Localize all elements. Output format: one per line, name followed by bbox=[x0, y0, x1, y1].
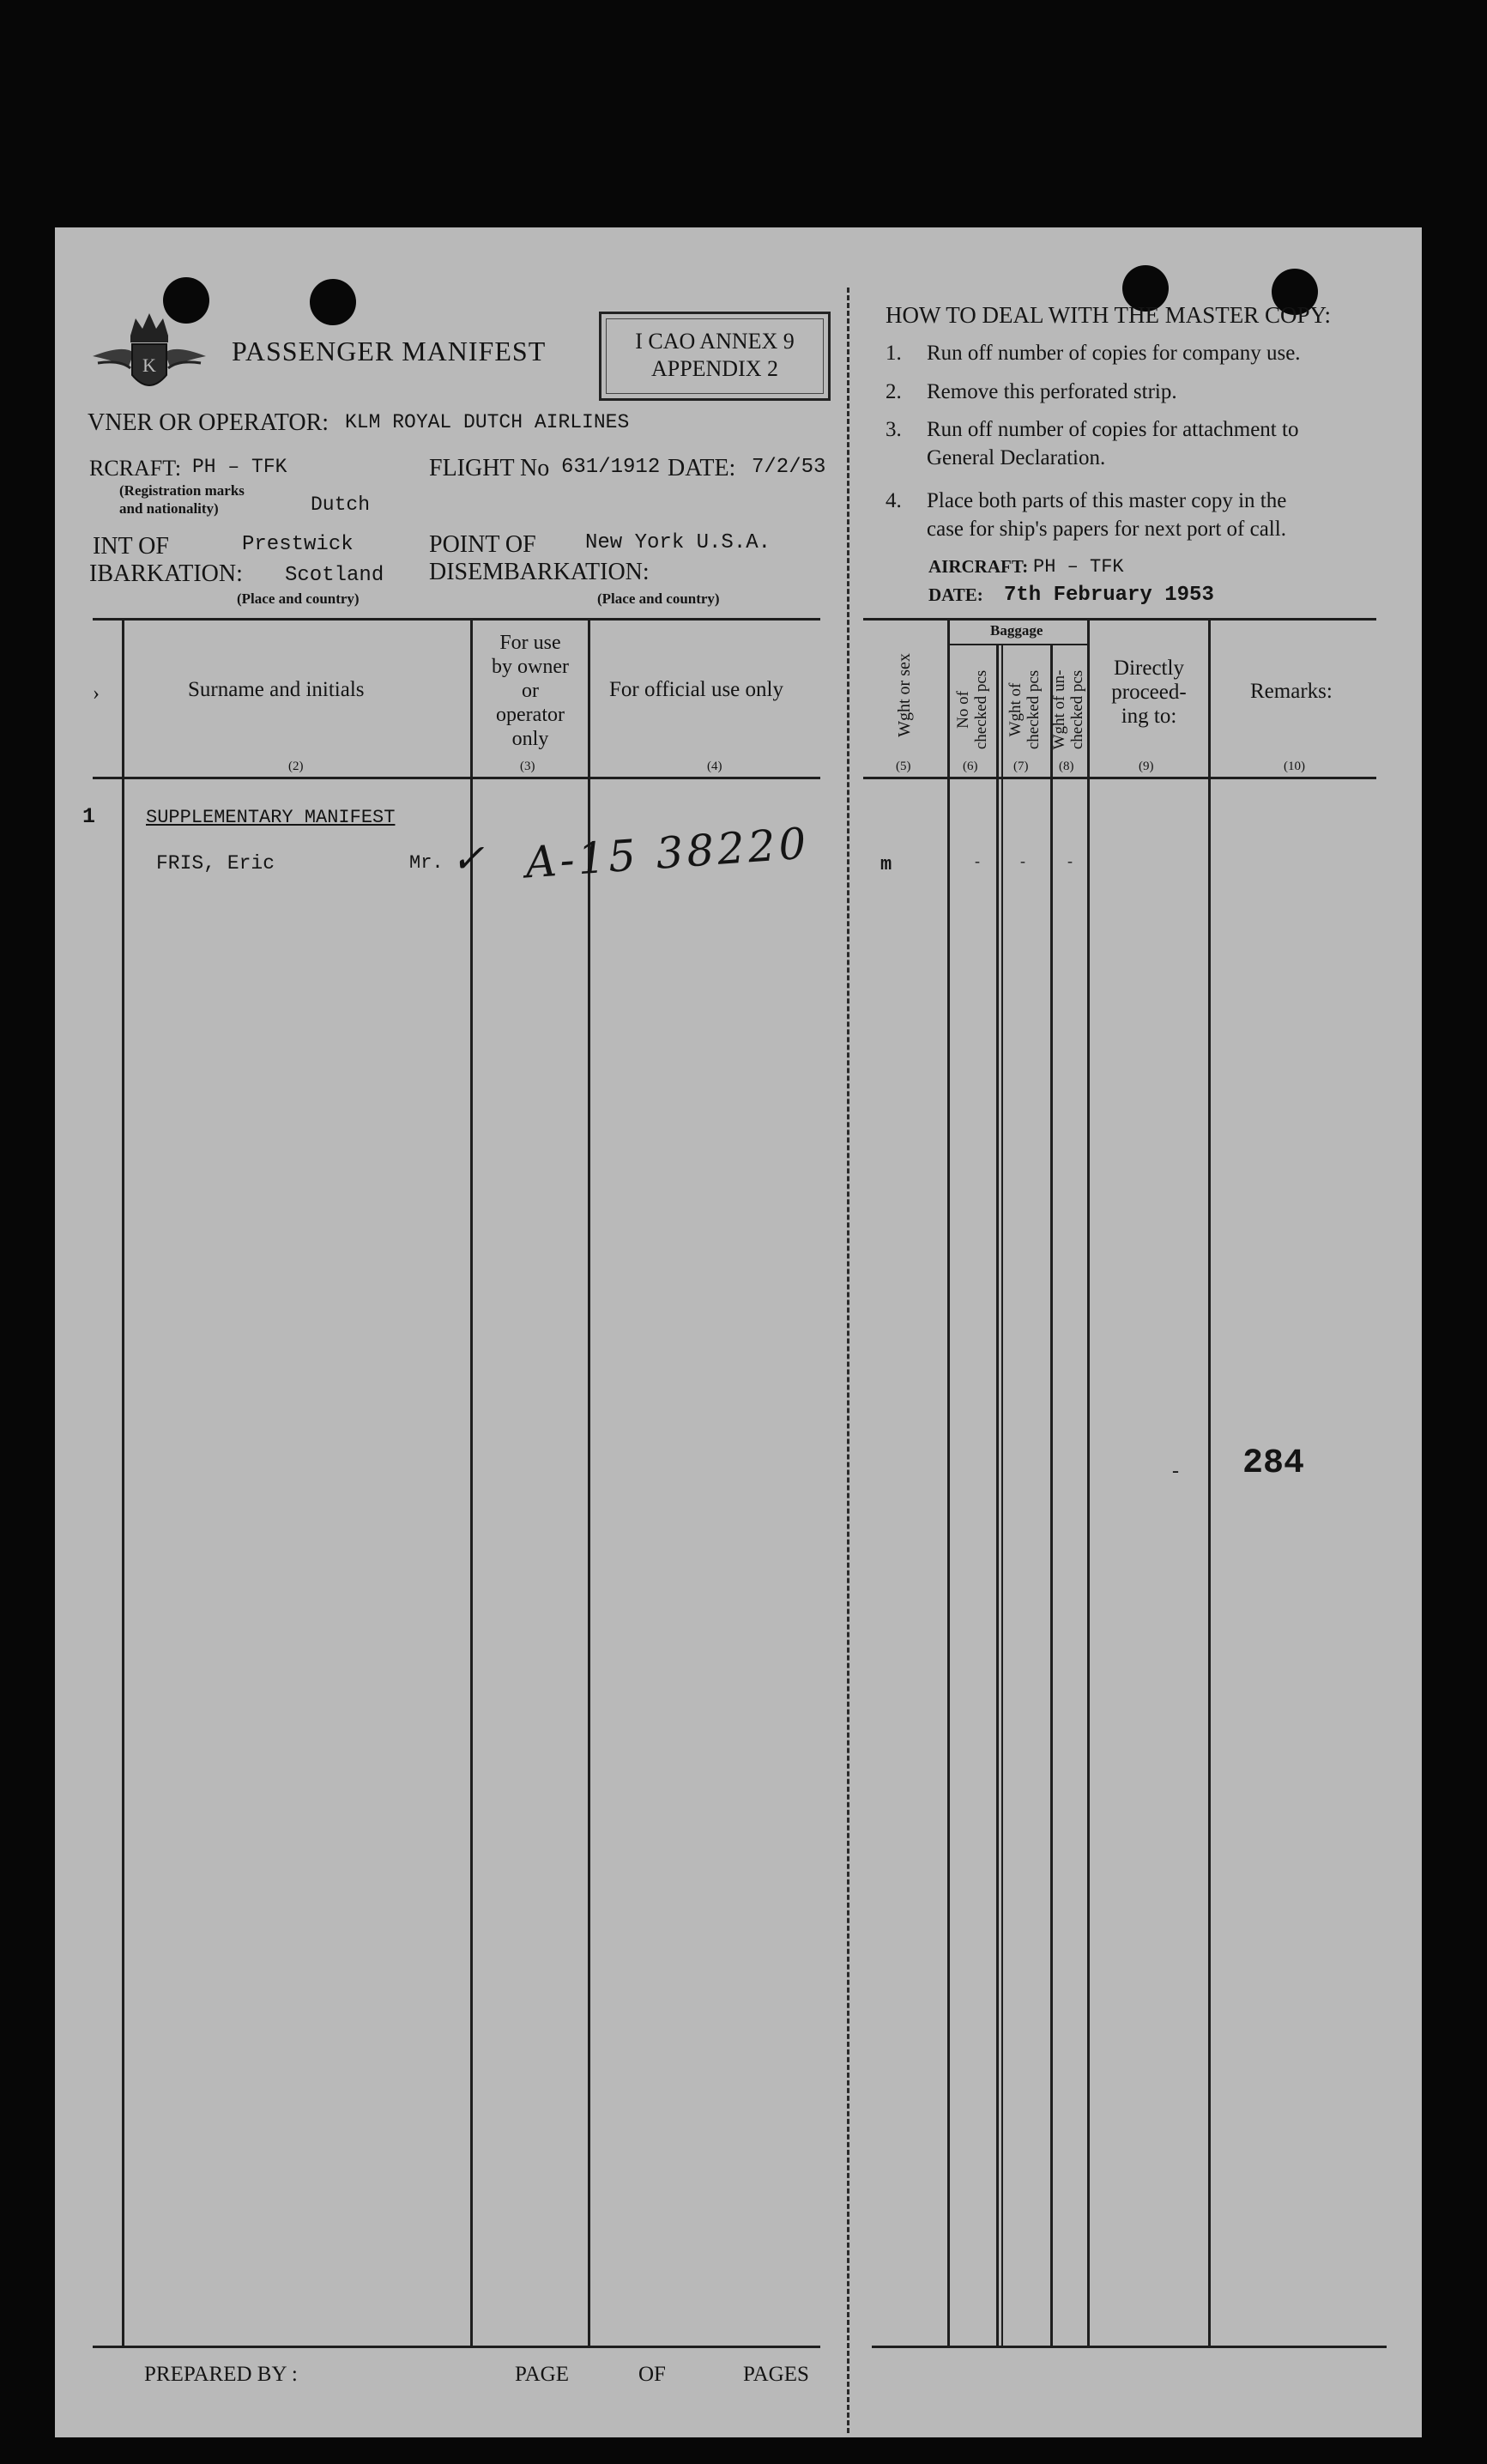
col-number-10: (10) bbox=[1284, 760, 1305, 773]
col-header-number: › bbox=[93, 682, 100, 705]
passenger-name: FRIS, Eric bbox=[156, 852, 275, 875]
embark-place-note: (Place and country) bbox=[237, 590, 360, 607]
owner-line-3: or bbox=[522, 680, 539, 702]
disembark-value: New York U.S.A. bbox=[585, 531, 771, 554]
no-checked-line-2: checked pcs bbox=[972, 669, 990, 750]
disembark-place-note: (Place and country) bbox=[597, 590, 720, 607]
col-header-remarks: Remarks: bbox=[1250, 680, 1333, 703]
instructions-date-label: DATE: bbox=[928, 584, 983, 605]
baggage-header-line bbox=[947, 644, 1089, 645]
instructions-date-value: 7th February 1953 bbox=[1004, 584, 1214, 607]
wght-unchecked-line-1: Wght of un- bbox=[1050, 669, 1068, 750]
wght-checked-line-2: checked pcs bbox=[1025, 669, 1043, 750]
col-line-7 bbox=[1050, 645, 1053, 2347]
prepared-by-label: PREPARED BY : bbox=[144, 2363, 298, 2386]
annex-line-1: I CAO ANNEX 9 bbox=[635, 329, 795, 354]
wght-unchecked-line-2: checked pcs bbox=[1068, 669, 1086, 750]
instruction-4-num: 4. bbox=[886, 489, 902, 512]
disembark-label-1: POINT OF bbox=[429, 531, 536, 558]
col-line-1 bbox=[122, 618, 124, 2347]
instructions-aircraft-label: AIRCRAFT: bbox=[928, 556, 1029, 577]
instruction-4-text-1: Place both parts of this master copy in the bbox=[927, 489, 1287, 512]
no-checked-line-1: No of bbox=[954, 691, 972, 729]
manifest-title: PASSENGER MANIFEST bbox=[232, 336, 547, 366]
directly-line-3: ing to: bbox=[1121, 705, 1177, 728]
flight-label: FLIGHT No bbox=[429, 455, 550, 481]
col-number-9: (9) bbox=[1139, 760, 1154, 773]
col-header-official: For official use only bbox=[609, 678, 783, 701]
table-top-line-right bbox=[863, 618, 1376, 621]
col-header-surname: Surname and initials bbox=[188, 678, 365, 701]
aircraft-value: PH – TFK bbox=[192, 456, 287, 478]
col-number-8: (8) bbox=[1059, 760, 1074, 773]
directly-line-2: proceed- bbox=[1111, 681, 1187, 704]
passenger-title: Mr. bbox=[409, 852, 444, 874]
col-line-5 bbox=[996, 645, 999, 2347]
handwritten-tick: ✓ bbox=[451, 835, 485, 881]
instruction-1-text: Run off number of copies for company use. bbox=[927, 342, 1301, 365]
col-line-9 bbox=[1208, 618, 1211, 2347]
registration-note-2: and nationality) bbox=[119, 500, 219, 517]
table-top-line-left bbox=[93, 618, 820, 621]
instruction-3-text-1: Run off number of copies for attachment to bbox=[927, 418, 1299, 441]
operator-value: KLM ROYAL DUTCH AIRLINES bbox=[345, 411, 630, 433]
annex-line-2: APPENDIX 2 bbox=[650, 356, 779, 381]
baggage-header: Baggage bbox=[990, 622, 1043, 639]
embark-value-2: Scotland bbox=[285, 564, 384, 587]
of-label: OF bbox=[638, 2363, 666, 2386]
manifest-paper bbox=[55, 227, 1422, 2437]
punch-hole-2 bbox=[310, 279, 356, 325]
embark-label-2: IBARKATION: bbox=[89, 560, 243, 587]
entry-row-number: 1 bbox=[82, 804, 96, 829]
owner-line-2: by owner bbox=[492, 656, 569, 678]
col-number-7: (7) bbox=[1013, 760, 1029, 773]
col-line-6 bbox=[1001, 645, 1003, 2347]
col-header-directly bbox=[1090, 657, 1208, 729]
klm-crown-logo-icon bbox=[89, 306, 209, 401]
handwritten-alien-number: A-15 38220 bbox=[523, 818, 812, 888]
flight-value: 631/1912 bbox=[561, 456, 661, 479]
instruction-3-text-2: General Declaration. bbox=[927, 446, 1106, 469]
directly-line-1: Directly bbox=[1114, 657, 1184, 680]
col-line-4 bbox=[947, 618, 950, 2347]
col-line-8 bbox=[1087, 618, 1090, 2347]
col-header-wght-unchecked bbox=[1050, 658, 1088, 761]
col-header-no-checked bbox=[954, 658, 992, 761]
perforation-line bbox=[847, 288, 849, 2433]
col-header-owner bbox=[473, 631, 588, 751]
disembark-label-2: DISEMBARKATION: bbox=[429, 559, 650, 585]
baggage-dash-1: - bbox=[975, 852, 980, 869]
col-number-2: (2) bbox=[288, 760, 304, 773]
owner-line-4: operator bbox=[496, 704, 565, 726]
instruction-2-text: Remove this perforated strip. bbox=[927, 380, 1177, 403]
instructions-title: HOW TO DEAL WITH THE MASTER COPY: bbox=[886, 302, 1332, 328]
instruction-2-num: 2. bbox=[886, 380, 902, 403]
baggage-dash-2: - bbox=[1020, 852, 1025, 869]
owner-line-5: only bbox=[511, 728, 549, 750]
stamp-dash: - bbox=[1172, 1460, 1179, 1482]
embark-value-1: Prestwick bbox=[242, 533, 354, 556]
col-number-3: (3) bbox=[520, 760, 535, 773]
embark-label-1: INT OF bbox=[93, 533, 169, 560]
footer-line-left bbox=[93, 2346, 820, 2348]
instruction-1-num: 1. bbox=[886, 342, 902, 365]
instruction-4-text-2: case for ship's papers for next port of call. bbox=[927, 518, 1286, 541]
page-label: PAGE bbox=[515, 2363, 569, 2386]
header-bottom-line-left bbox=[93, 777, 820, 779]
instruction-3-num: 3. bbox=[886, 418, 902, 441]
pages-label: PAGES bbox=[743, 2363, 809, 2386]
col-number-5: (5) bbox=[896, 760, 911, 773]
aircraft-label: RCRAFT: bbox=[89, 456, 182, 481]
header-bottom-line-right bbox=[863, 777, 1376, 779]
col-header-wght-checked bbox=[1006, 658, 1044, 761]
registration-note-1: (Registration marks bbox=[119, 482, 245, 499]
wght-checked-line-1: Wght of bbox=[1006, 682, 1025, 737]
col-number-4: (4) bbox=[707, 760, 722, 773]
icao-annex-box bbox=[599, 312, 831, 401]
date-label: DATE: bbox=[668, 455, 736, 481]
nationality-value: Dutch bbox=[311, 493, 371, 516]
col-header-wght-sex: Wght or sex bbox=[895, 653, 914, 737]
supplementary-manifest-label: SUPPLEMENTARY MANIFEST bbox=[146, 807, 396, 828]
stamp-number: 284 bbox=[1242, 1444, 1305, 1483]
owner-line-1: For use bbox=[499, 632, 561, 654]
instructions-aircraft-value: PH – TFK bbox=[1033, 556, 1124, 578]
passenger-sex: m bbox=[880, 854, 892, 875]
svg-text:K: K bbox=[142, 354, 156, 376]
baggage-dash-3: - bbox=[1067, 852, 1073, 869]
operator-label: VNER OR OPERATOR: bbox=[88, 409, 329, 436]
col-number-6: (6) bbox=[963, 760, 978, 773]
date-value: 7/2/53 bbox=[752, 456, 826, 479]
